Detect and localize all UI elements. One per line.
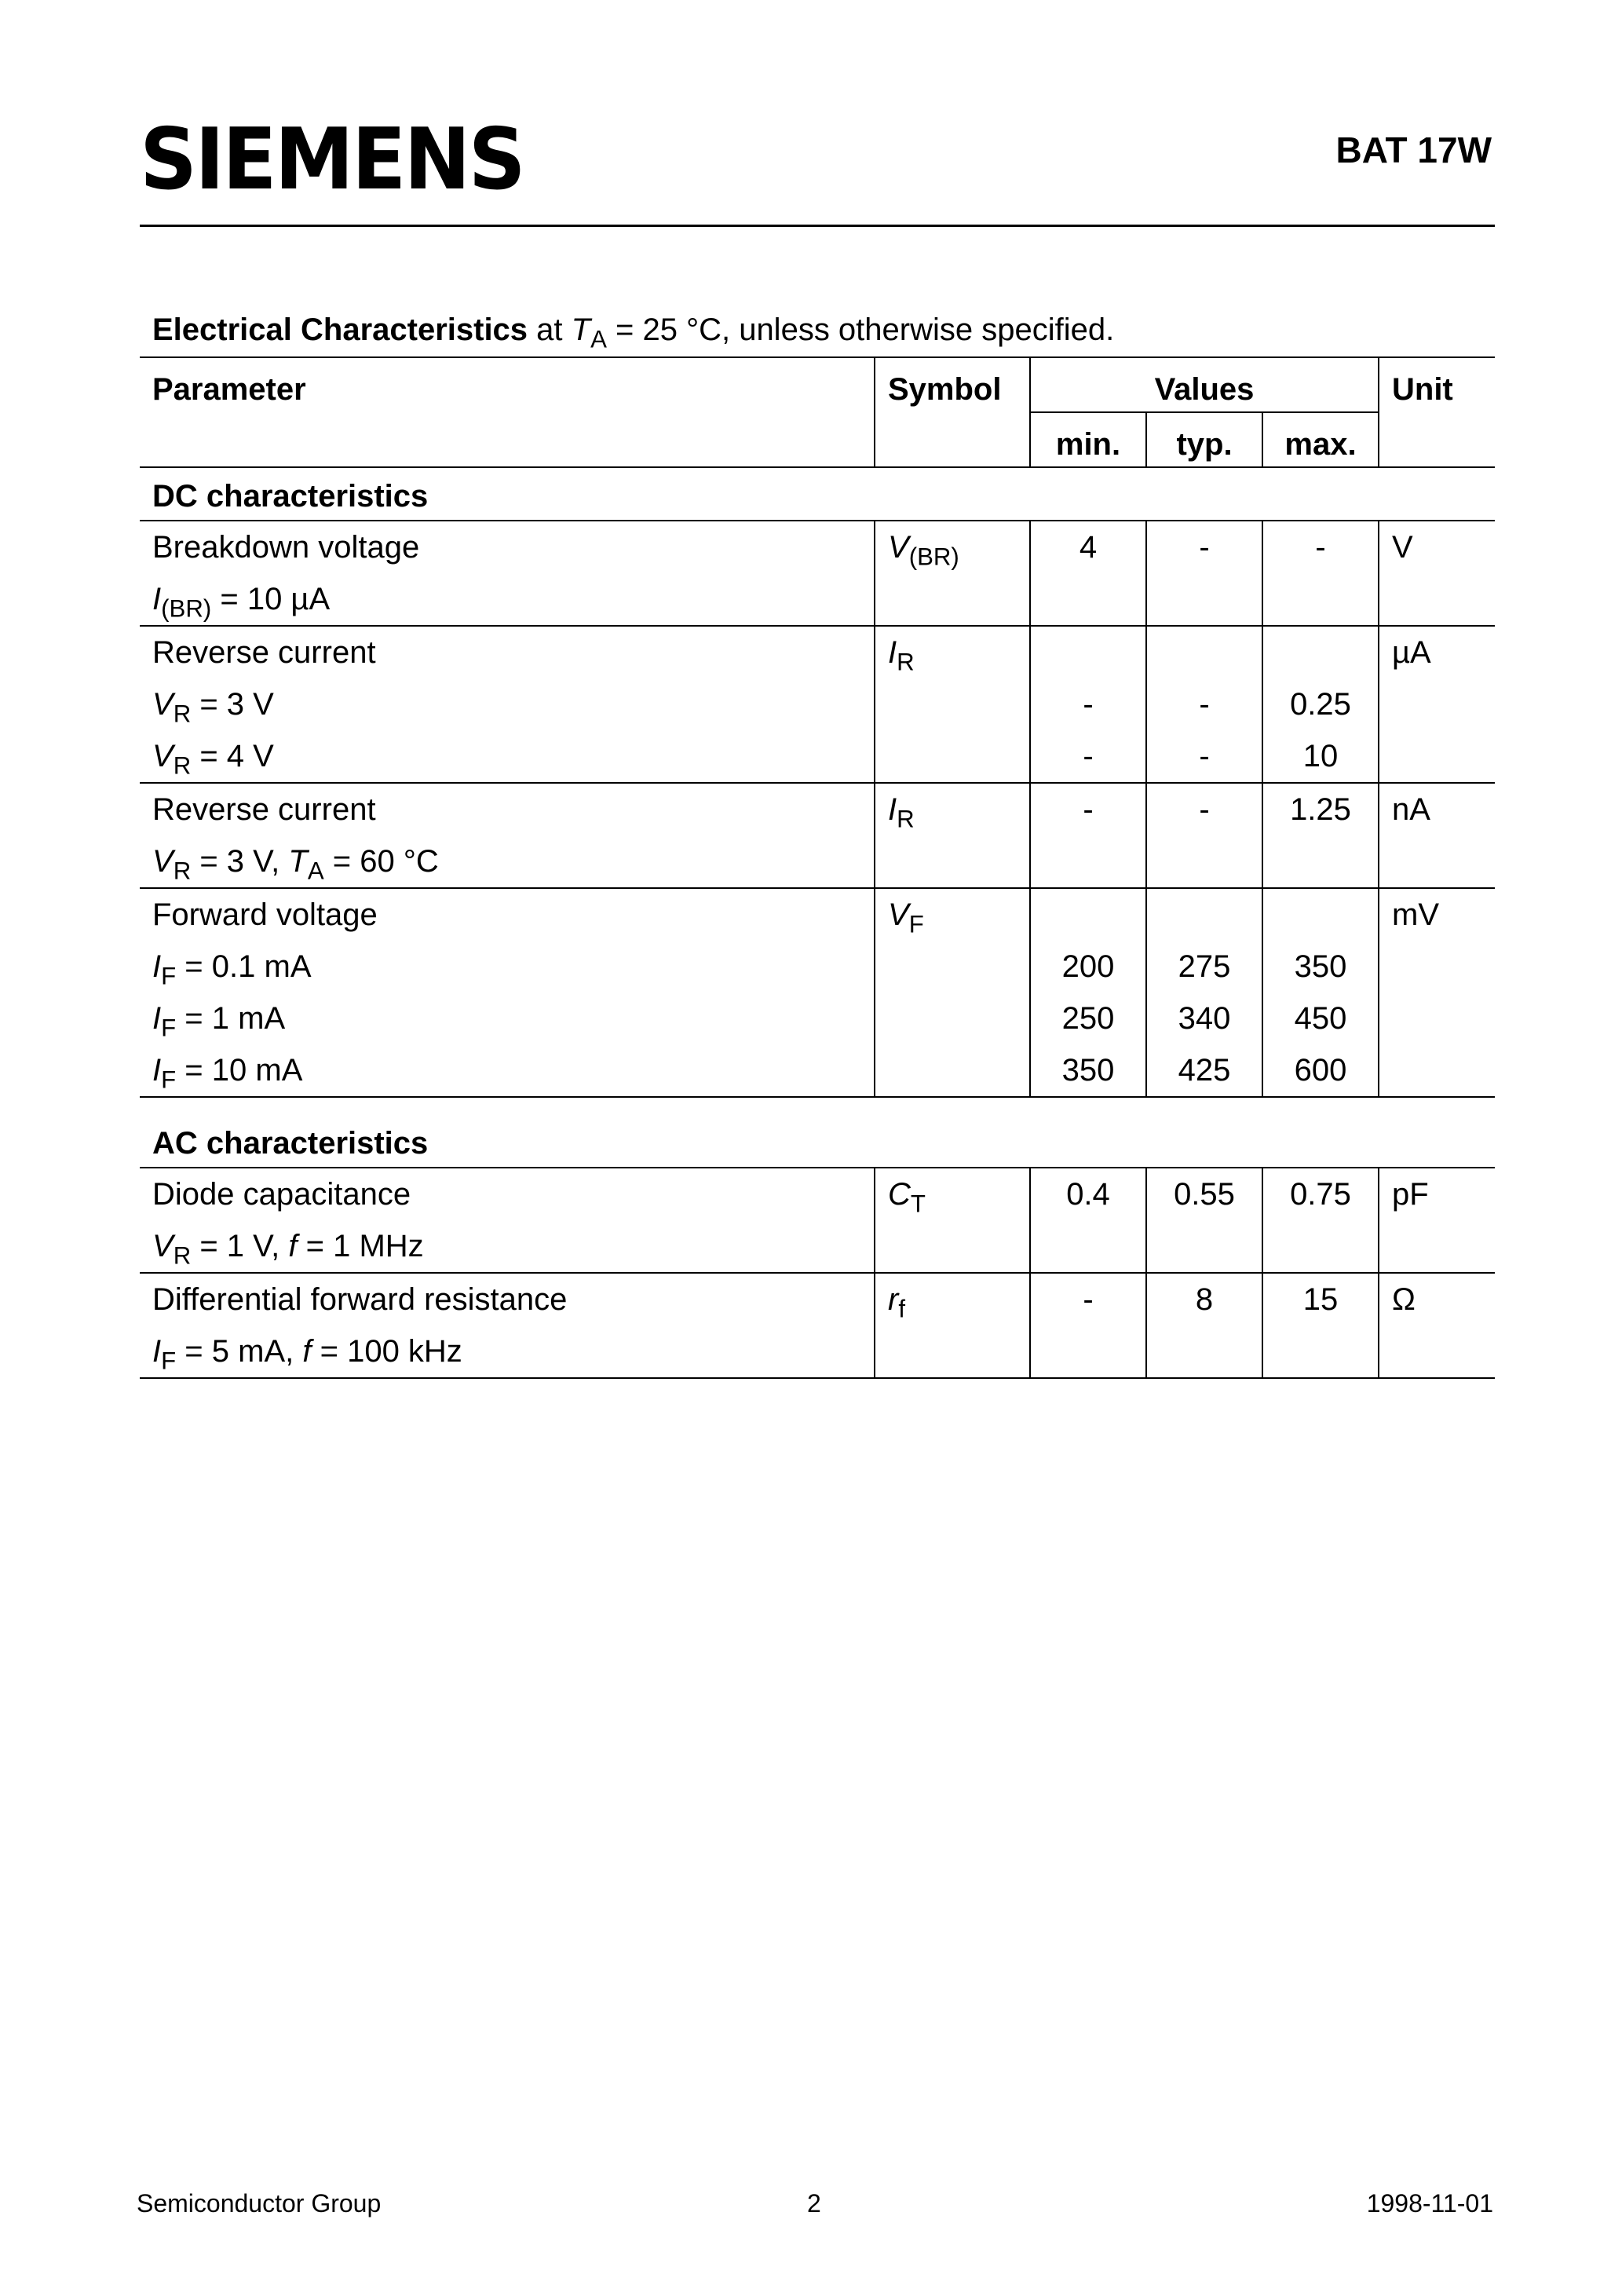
- value-max: 0.25: [1290, 687, 1351, 722]
- table-row: [140, 1273, 1495, 1378]
- param-symbol: $I_R$: [888, 635, 915, 676]
- param-condition: $V_R = 1$ V, f = 1 MHz: [152, 1229, 424, 1270]
- section-title: AC characteristics: [152, 1126, 429, 1161]
- table-row: [140, 783, 1495, 888]
- param-symbol: $C_T$: [888, 1177, 926, 1218]
- value-unit: V: [1392, 530, 1413, 565]
- param-condition: $V_R = 4$ V: [152, 739, 274, 780]
- value-typ: -: [1199, 792, 1210, 827]
- value-max: 10: [1302, 739, 1339, 773]
- table-row: [140, 888, 1495, 1097]
- value-min: -: [1083, 1282, 1094, 1317]
- table-row: [140, 521, 1495, 626]
- section-dc: [140, 467, 1495, 521]
- value-max: 600: [1294, 1053, 1347, 1088]
- table-header-row: [140, 357, 1495, 412]
- header-max: max.: [1262, 412, 1379, 467]
- value-max: 350: [1294, 949, 1347, 984]
- param-condition: $I_F = 5$ mA, f = 100 kHz: [152, 1334, 462, 1375]
- param-symbol: $V_F$: [888, 898, 924, 938]
- value-min: -: [1083, 739, 1094, 773]
- table-row: [140, 1168, 1495, 1273]
- value-min: -: [1083, 792, 1094, 827]
- param-label: Breakdown voltage: [152, 530, 420, 565]
- footer-publisher: Semiconductor Group: [137, 2189, 382, 2217]
- table-row: [140, 626, 1495, 783]
- param-label: Diode capacitance: [152, 1177, 411, 1212]
- value-max: 15: [1302, 1282, 1339, 1317]
- param-label: Reverse current: [152, 635, 376, 670]
- param-condition: $I_F = 1$ mA: [152, 1001, 286, 1042]
- param-condition: $I_{(BR)} = 10$ µA: [152, 582, 331, 623]
- param-condition: $V_R = 3$ V, $T_A = 60$ °C: [152, 844, 439, 885]
- param-symbol: $r_f$: [888, 1282, 905, 1323]
- value-unit: nA: [1392, 792, 1430, 827]
- param-symbol: $V_{(BR)}$: [888, 530, 959, 571]
- value-typ: 8: [1195, 1282, 1214, 1317]
- value-max: 1.25: [1290, 792, 1351, 827]
- param-symbol: $I_R$: [888, 792, 915, 833]
- document-code: BAT 17W: [1335, 130, 1492, 170]
- value-min: 4: [1079, 530, 1098, 565]
- header-values: Values: [1030, 357, 1379, 412]
- header-unit: Unit: [1379, 357, 1495, 467]
- header-divider: [140, 225, 1495, 227]
- value-typ: -: [1199, 739, 1210, 773]
- param-condition: $V_R = 3$ V: [152, 687, 274, 728]
- footer-page-number: 2: [807, 2189, 821, 2217]
- value-typ: -: [1199, 530, 1210, 565]
- value-min: 200: [1061, 949, 1115, 984]
- header-typ: typ.: [1146, 412, 1262, 467]
- value-typ: 0.55: [1174, 1177, 1235, 1212]
- value-min: 350: [1061, 1053, 1115, 1088]
- value-typ: 425: [1178, 1053, 1231, 1088]
- param-label: Differential forward resistance: [152, 1282, 568, 1317]
- value-min: 250: [1061, 1001, 1115, 1036]
- table-caption: Electrical Characteristics at $T_A = 25$ °C, unless otherwise specified.: [152, 313, 1115, 353]
- param-label: Reverse current: [152, 792, 376, 827]
- section-ac: [140, 1115, 1495, 1168]
- footer-date: 1998-11-01: [1366, 2189, 1493, 2217]
- value-typ: 340: [1178, 1001, 1231, 1036]
- value-unit: pF: [1392, 1177, 1429, 1212]
- value-unit: Ω: [1392, 1282, 1416, 1317]
- value-max: 0.75: [1290, 1177, 1351, 1212]
- header-min: min.: [1030, 412, 1146, 467]
- param-condition: $I_F = 0.1$ mA: [152, 949, 312, 990]
- value-typ: 275: [1178, 949, 1231, 984]
- value-typ: -: [1199, 687, 1210, 722]
- value-unit: µA: [1392, 635, 1431, 670]
- header-parameter: Parameter: [140, 357, 875, 467]
- value-min: -: [1083, 687, 1094, 722]
- value-unit: mV: [1392, 898, 1439, 932]
- value-min: 0.4: [1066, 1177, 1110, 1212]
- param-label: Forward voltage: [152, 898, 378, 932]
- param-condition: $I_F = 10$ mA: [152, 1053, 303, 1094]
- section-title: DC characteristics: [152, 479, 429, 514]
- siemens-logo: SIEMENS: [140, 111, 524, 209]
- value-max: -: [1315, 530, 1326, 565]
- header-symbol: Symbol: [875, 357, 1030, 467]
- electrical-characteristics-table: [140, 356, 1495, 1379]
- value-max: 450: [1294, 1001, 1347, 1036]
